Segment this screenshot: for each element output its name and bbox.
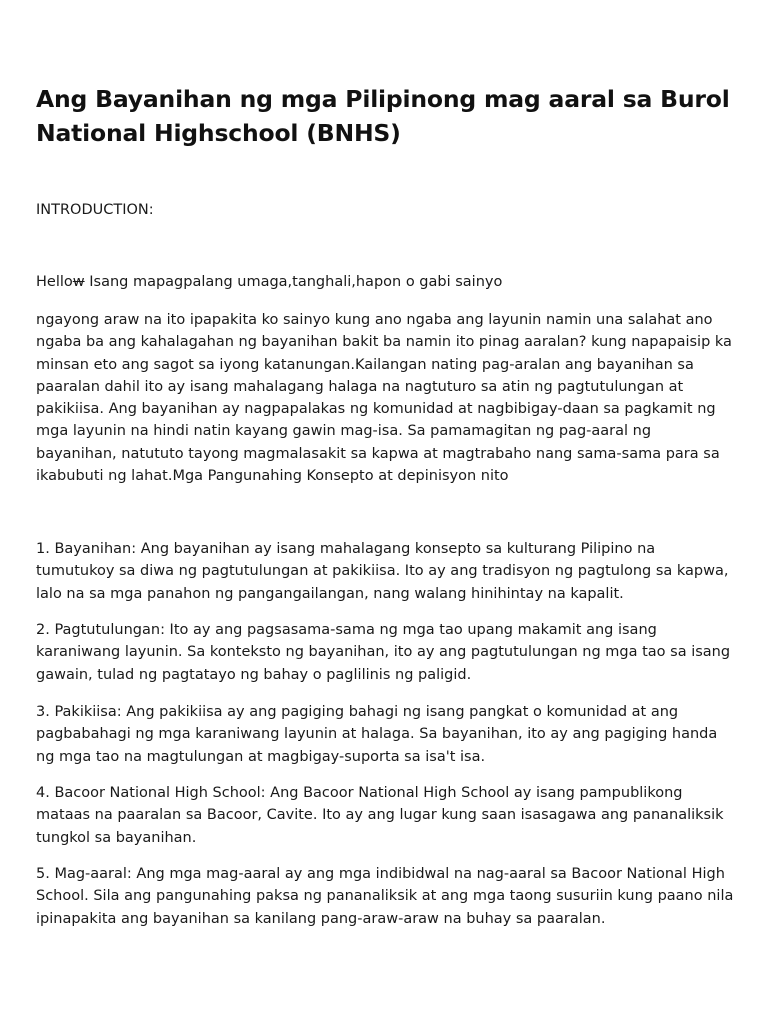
list-item-bayanihan: 1. Bayanihan: Ang bayanihan ay isang mahalagang konsepto sa kulturang Pilipino na tumutukoy sa diwa ng pagtutulungan at pakikiisa. Ito ay ang tradisyon ng pagtulong sa kapwa, lalo na sa mga panahon ng pangangailangan, nang walang hinihintay na kapalit. — [36, 541, 729, 602]
greeting-struck-letter: w — [72, 274, 85, 290]
section-heading: INTRODUCTION: — [36, 202, 154, 218]
greeting-line — [36, 271, 736, 293]
list-item-school: 4. Bacoor National High School: Ang Bacoor National High School ay isang pampublikong mataas na paaralan sa Bacoor, Cavite. Ito ay ang lugar kung saan isasagawa ang pananaliksik tungkol sa bayanihan. — [36, 785, 724, 846]
list-item-mag-aaral: 5. Mag-aaral: Ang mga mag-aaral ay ang mga indibidwal na nag-aaral sa Bacoor National High School. Sila ang pangunahing paksa ng pananaliksik at ang mga taong susuriin kung paano nila ipinapakita ang bayanihan sa kanilang pang-araw-araw na buhay sa paaralan. — [36, 866, 734, 927]
list-item-pakikiisa: 3. Pakikiisa: Ang pakikiisa ay ang pagiging bahagi ng isang pangkat o komunidad at ang pagbabahagi ng mga karaniwang layunin at halaga. Sa bayanihan, ito ay ang pagiging handa ng mga tao na magtulungan at magbigay-suporta sa isa't isa. — [36, 704, 718, 765]
intro-paragraph: ngayong araw na ito ipapakita ko sainyo kung ano ngaba ang layunin namin una salahat ano ngaba ba ang kahalagahan ng bayanihan bakit ba namin ito pinag aaralan? kung napapaisip ka minsan eto ang sagot sa iyong katanungan.Kailangan nating pag-aralan ang bayanihan sa paaralan dahil ito ay isang mahalagang halaga na nagtuturo sa atin ng pagtutulungan at pakikiisa. Ang bayanihan ay nagpapalakas ng komunidad at nagbibigay-daan sa pagkamit ng mga layunin na hindi natin kayang gawin mag-isa. Sa pamamagitan ng pag-aaral ng bayanihan, natututo tayong magmalasakit sa kapwa at magtrabaho nang sama-sama para sa ikabubuti ng lahat.Mga Pangunahing Konsepto at depinisyon nito — [36, 312, 732, 485]
document-title: Ang Bayanihan ng mga Pilipinong mag aaral sa Burol National Highschool (BNHS) — [36, 85, 730, 147]
list-item-pagtutulungan: 2. Pagtutulungan: Ito ay ang pagsasama-sama ng mga tao upang makamit ang isang karaniwang layunin. Sa konteksto ng bayanihan, ito ay ang pagtutulungan ng mga tao sa isang gawain, tulad ng pagtatayo ng bahay o paglilinis ng paligid. — [36, 622, 731, 683]
greeting-rest: Isang mapagpalang umaga,tanghali,hapon o gabi sainyo — [84, 274, 503, 290]
greeting-prefix: Hello — [36, 274, 73, 290]
